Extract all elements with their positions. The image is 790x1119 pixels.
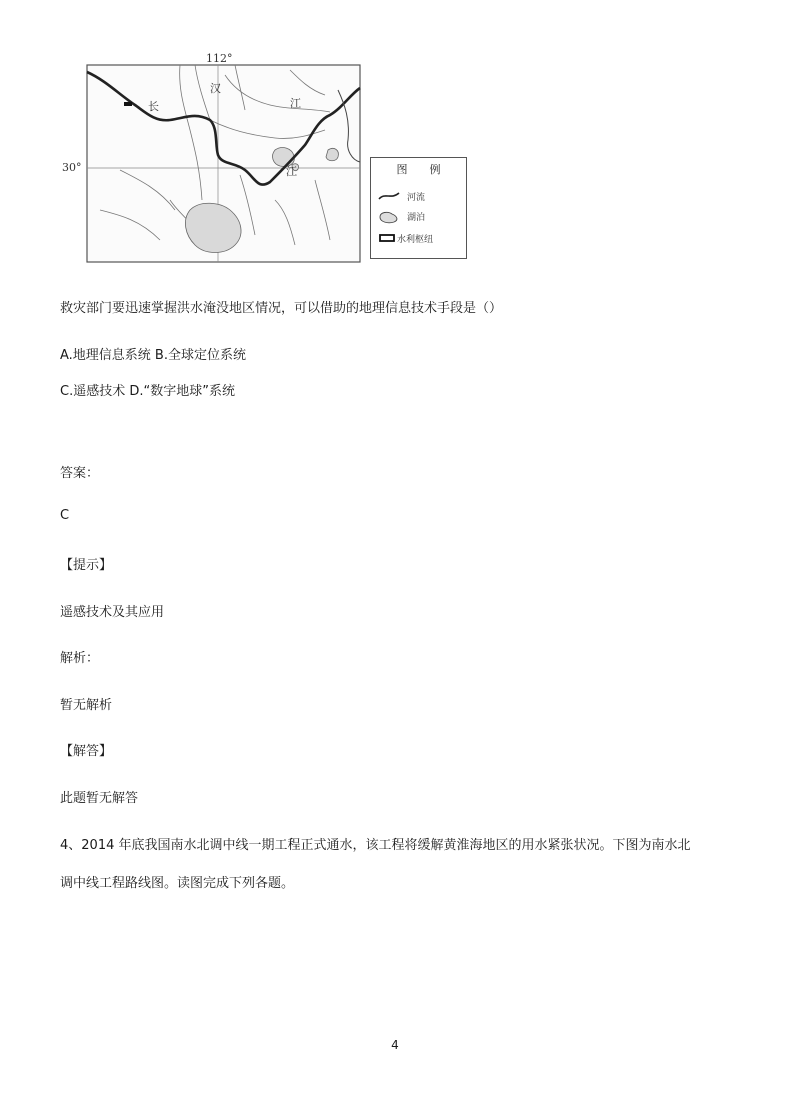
- place-label-chang: 长: [148, 100, 159, 113]
- page-number: 4: [391, 1038, 399, 1052]
- map-figure: [60, 50, 480, 265]
- place-label-jiang-2: 江: [286, 165, 297, 178]
- map-legend: [370, 157, 467, 259]
- legend-label: 河流: [407, 193, 426, 203]
- answer-value: C: [60, 508, 70, 523]
- legend-label: 湖泊: [407, 213, 426, 223]
- next-question-line-2: 调中线工程路线图。读图完成下列各题。: [60, 876, 295, 891]
- question-stem: 救灾部门要迅速掌握洪水淹没地区情况，可以借助的地理信息技术手段是（）: [60, 301, 503, 316]
- hint-label: 【提示】: [60, 558, 113, 573]
- analysis-text: 暂无解析: [60, 698, 113, 713]
- dam-marker: [124, 102, 132, 106]
- place-label-jiang-1: 江: [290, 97, 301, 110]
- place-label-han: 汉: [210, 82, 221, 95]
- solution-text: 此题暂无解答: [60, 791, 139, 806]
- lake-icon: [377, 210, 401, 224]
- latitude-label: 30°: [62, 161, 82, 174]
- legend-label: 水利枢纽: [397, 235, 434, 245]
- next-question-line-1: 4、2014 年底我国南水北调中线一期工程正式通水，该工程将缓解黄淮海地区的用水紧张状况。下图为南水北: [60, 838, 691, 853]
- options-line-2: C.遥感技术 D.“数字地球”系统: [60, 384, 235, 399]
- solution-label: 【解答】: [60, 744, 113, 759]
- hint-text: 遥感技术及其应用: [60, 605, 165, 620]
- options-line-1: A.地理信息系统 B.全球定位系统: [60, 348, 246, 363]
- analysis-label: 解析：: [60, 651, 100, 666]
- answer-label: 答案：: [60, 466, 100, 481]
- longitude-label: 112°: [206, 52, 233, 65]
- river-icon: [377, 190, 401, 202]
- legend-title: 图例: [396, 163, 463, 176]
